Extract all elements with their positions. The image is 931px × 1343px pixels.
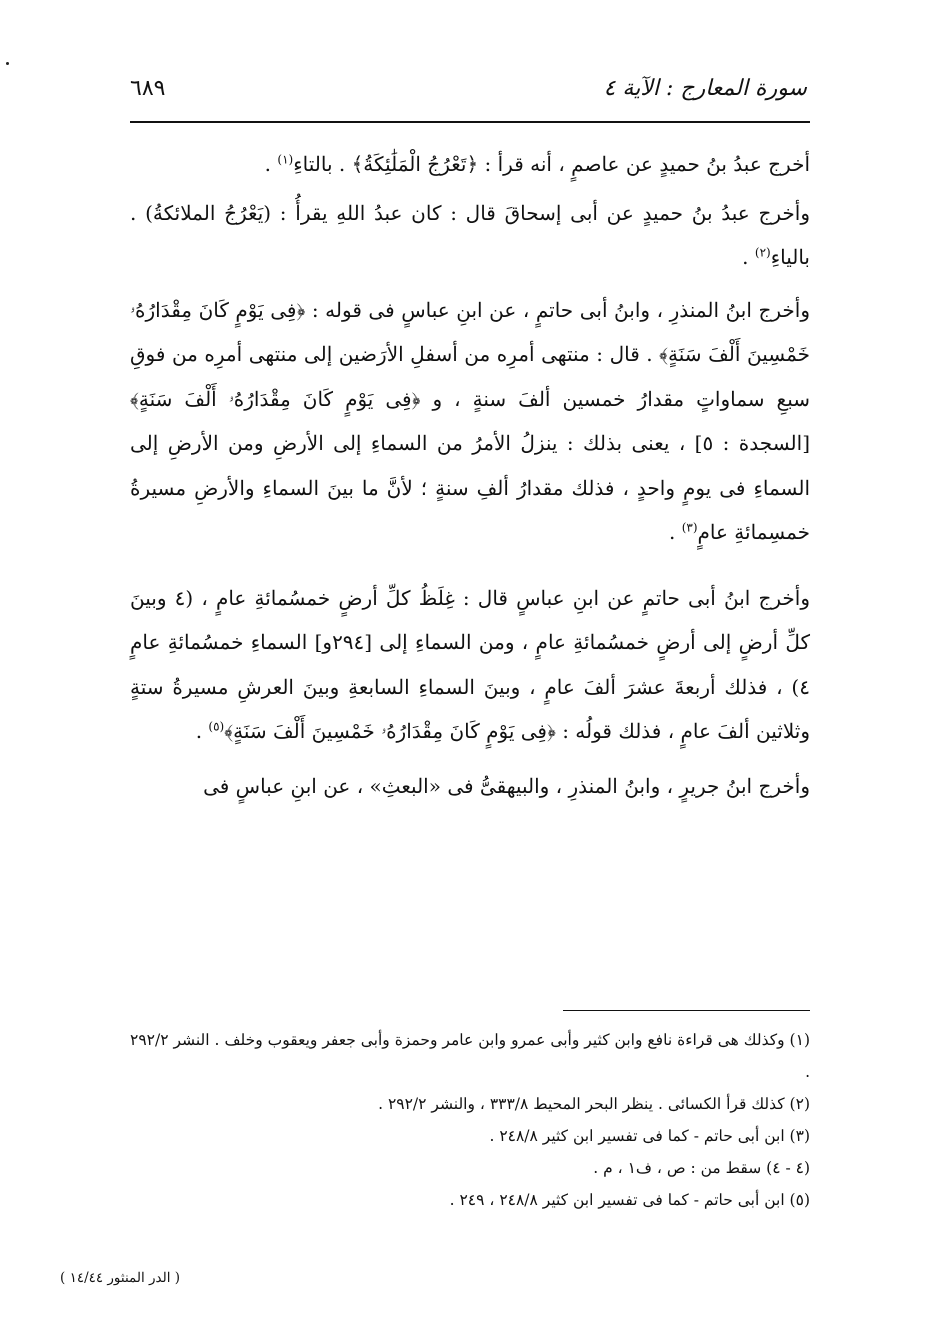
footnote-5: (٥) ابن أبى حاتم - كما فى تفسير ابن كثير ٢٤٨/٨ ، ٢٤٩ .: [449, 1191, 810, 1209]
footnotes: [130, 1024, 810, 1216]
header-rule: [130, 121, 810, 123]
footnote-1: (١) وكذلك هى قراءة نافع وابن كثير وأبى عمرو وابن عامر وحمزة وأبى جعفر ويعقوب وخلف . النشر ٢٩٢/٢ .: [130, 1031, 810, 1081]
speck-mark: [6, 62, 9, 65]
footnote-ref-3: (٣): [681, 520, 698, 535]
paragraph-5: وأخرج ابنُ جريرٍ ، وابنُ المنذرِ ، والبيهقىُّ فى «البعثِ» ، عن ابنِ عباسٍ فى: [203, 773, 810, 798]
footnote-ref-5: (٥): [208, 719, 225, 734]
footnote-2: (٢) كذلك قرأ الكسائى . ينظر البحر المحيط ٣٣٣/٨ ، والنشر ٢٩٢/٢ .: [378, 1095, 810, 1113]
running-header: [130, 76, 807, 116]
paragraph-4: وأخرج ابنُ أبى حاتمٍ عن ابنِ عباسٍ قال : غِلَظُ كلِّ أرضٍ خمسُمائةِ عامٍ ، (٤ وبينَ كلِّ أرضٍ إلى أرضٍ خمسُمائةِ عامٍ ، ومن السماءِ إلى [٢٩٤و] السماءِ خمسُمائةِ عامٍ ٤) ، فذلك أربعةَ عشرَ ألفَ عامٍ ، وبينَ السماءِ السابعةِ وبينَ العرشِ مسيرةُ ستةٍ وثلاثين ألفَ عامٍ ، فذلك قولُه : ﴿فِى يَوْمٍ كَانَ مِقْدَارُهُۥ خَمْسِينَ أَلْفَ سَنَةٍ﴾$^{(٥)}$ .: [130, 585, 810, 743]
footnote-ref-1: (١): [277, 152, 294, 167]
footnote-4: (٤ - ٤) سقط من : ص ، ف١ ، م .: [593, 1159, 810, 1177]
paragraph-3: وأخرج ابنُ المنذرِ ، وابنُ أبى حاتمٍ ، عن ابنِ عباسٍ فى قوله : ﴿فِى يَوْمٍ كَانَ مِقْدَارُهُۥ خَمْسِينَ أَلْفَ سَنَةٍ﴾ . قال : منتهى أمرِه من أسفلِ الأرَضين إلى منتهى أمرِه من فوقِ سبعِ سماواتٍ مقدارُ خمسين ألفَ سنةٍ ، و ﴿فِى يَوْمٍ كَانَ مِقْدَارُهُۥ أَلْفَ سَنَةٍ﴾ [السجدة : ٥] ، يعنى بذلك : ينزلُ الأمرُ من السماءِ إلى الأرضِ ومن الأرضِ إلى السماءِ فى يومٍ واحدٍ ، فذلك مقدارُ ألفِ سنةٍ ؛ لأنَّ ما بينَ السماءِ والأرضِ مسيرةُ خمسِمائةِ عامٍ$^{(٣)}$ .: [130, 297, 810, 544]
paragraph-1: أخرج عبدُ بنُ حميدٍ عن عاصمٍ ، أنه قرأ : ﴿تَعْرُجُ الْمَلَٰئِكَةُ﴾ . بالتاءِ$^{(١)}$ .: [264, 152, 810, 176]
paragraph-2: وأخرج عبدُ بنُ حميدٍ عن أبى إسحاقَ قال : كان عبدُ اللهِ يقرأُ : (يَعْرُجُ الملائكةُ) . بالياءِ$^{(٢)}$ .: [130, 200, 810, 269]
header-title: سورة المعارج : الآية ٤: [603, 76, 807, 101]
footnote-separator: [563, 1010, 810, 1011]
volume-signature: ( الدر المنثور ١٤/٤٤ ): [60, 1270, 181, 1286]
footnote-ref-2: (٢): [754, 245, 771, 260]
footnote-3: (٣) ابن أبى حاتم - كما فى تفسير ابن كثير ٢٤٨/٨ .: [489, 1127, 810, 1145]
page-number: ٦٨٩: [130, 76, 166, 101]
main-text: [130, 142, 810, 829]
